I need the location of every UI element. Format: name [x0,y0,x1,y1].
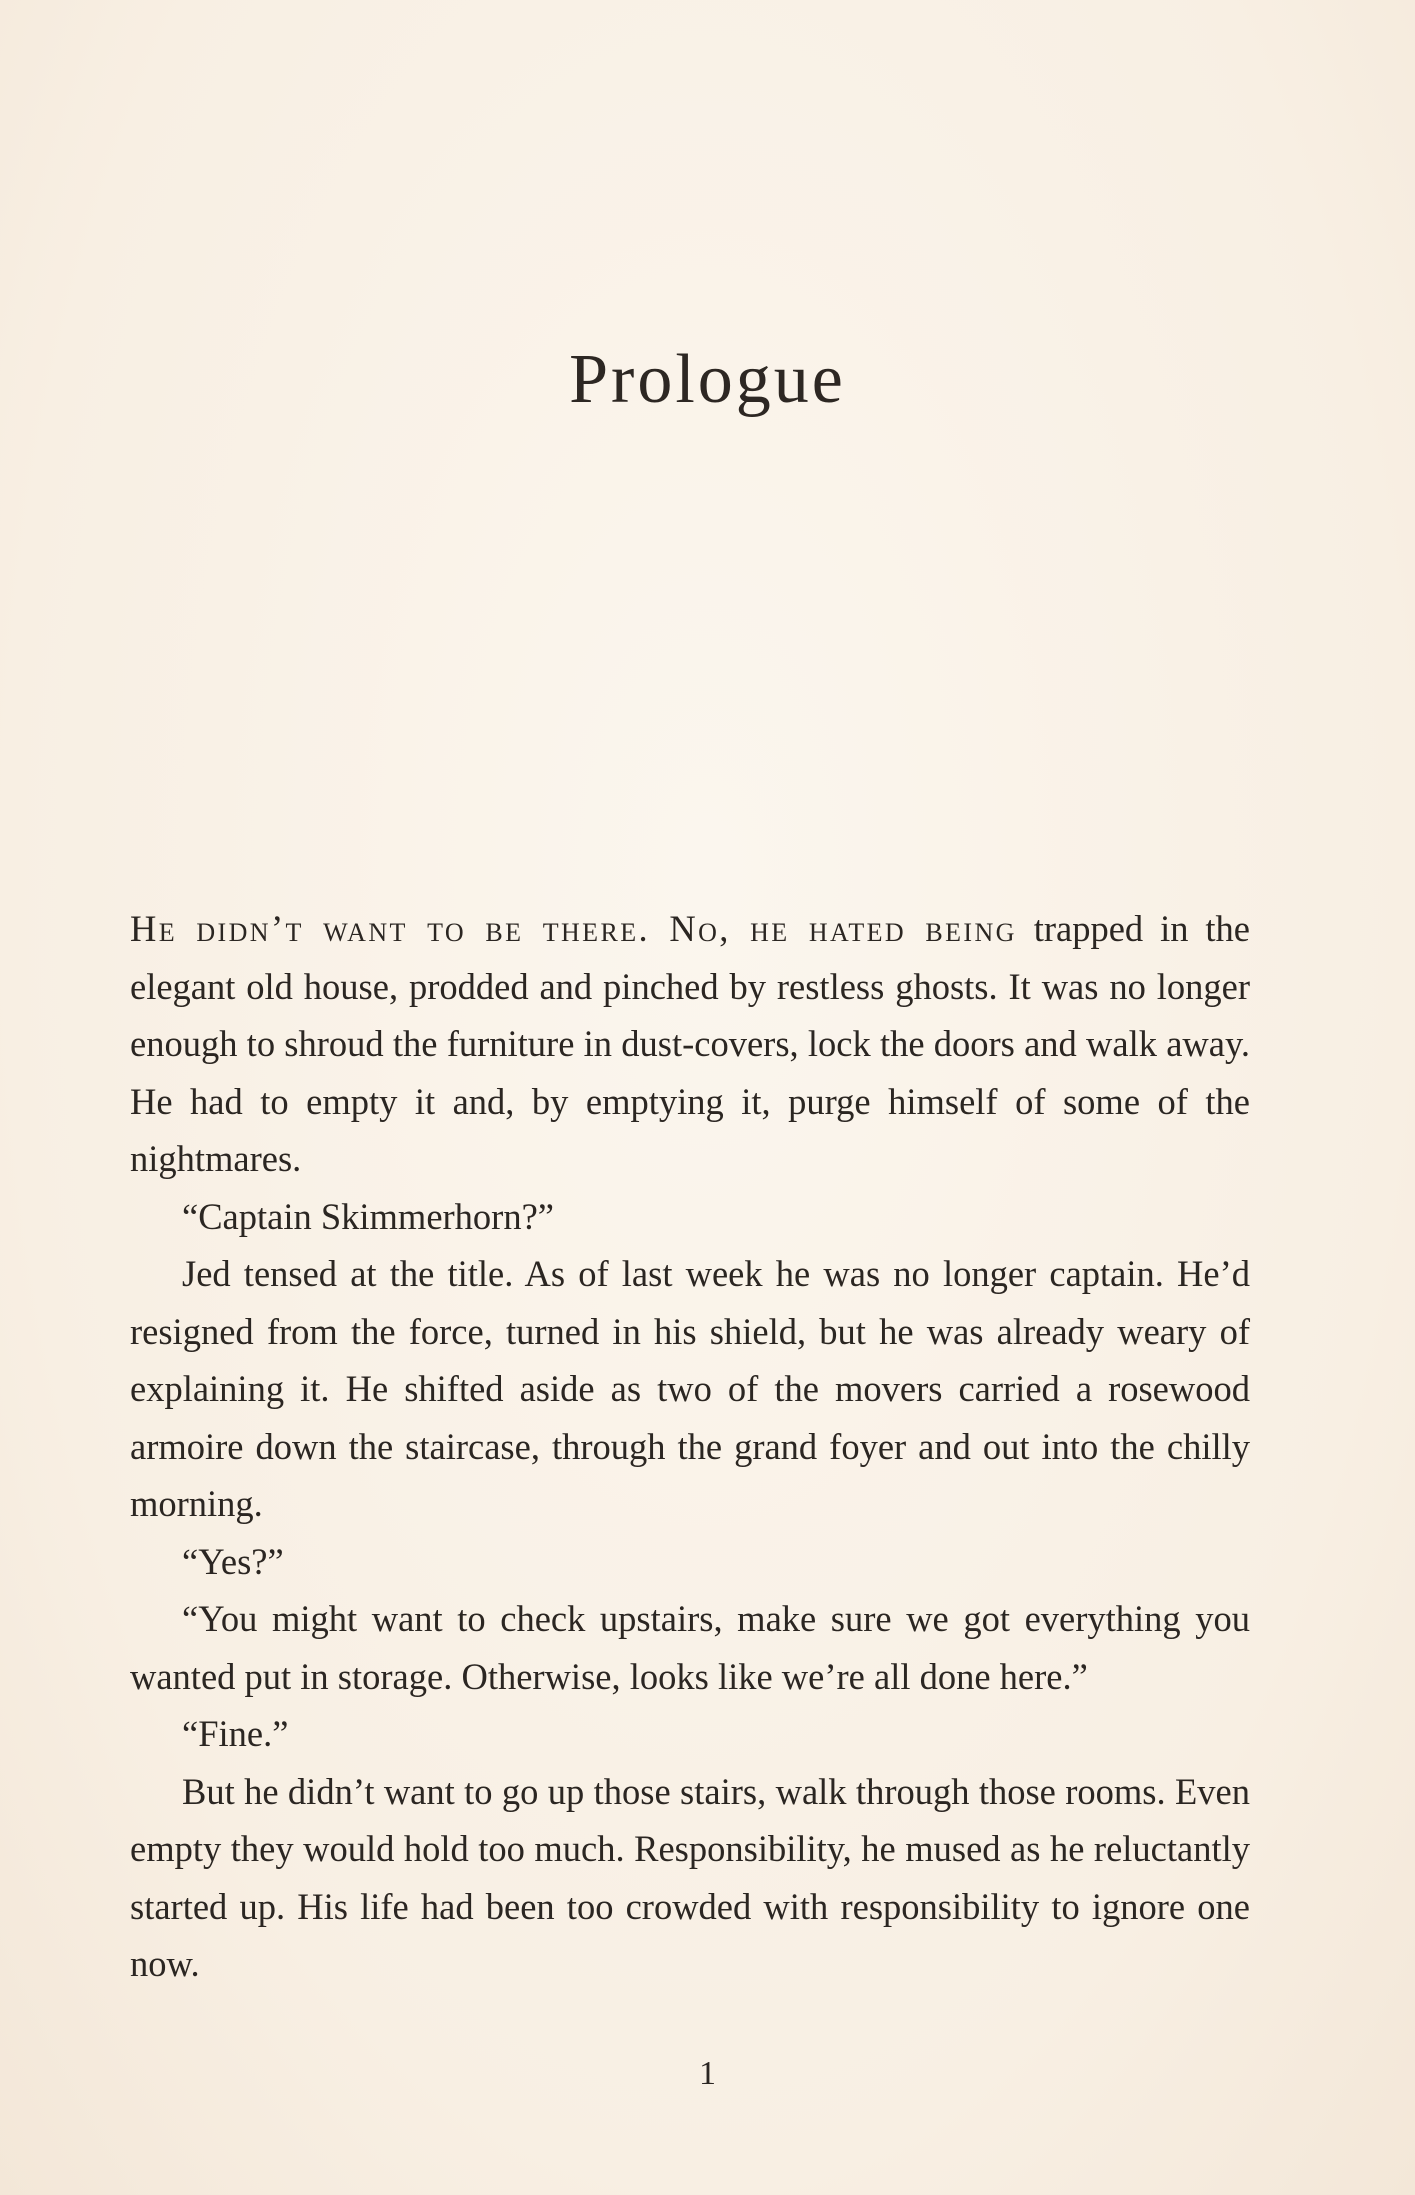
paragraph-stairs: But he didn’t want to go up those stairs, walk through those rooms. Even empty they would hold too much. Responsibility, he mused as he reluctantly started up. His life had been too crowded with responsibility to ignore one now. [130,1770,1250,1984]
opening-text: trapped in the elegant old house, prodded and pinched by restless ghosts. It was no longer enough to shroud the furniture in dust-covers, lock the doors and walk away. He had to empty it and, by emptying it, purge himself of some of the nightmares. [130,908,1250,1179]
paragraph-dialogue-check-upstairs: “You might want to check upstairs, make sure we got everything you wanted put in storage. Otherwise, looks like we’re all done here.” [130,1598,1250,1697]
paragraph-dialogue-fine: “Fine.” [182,1713,289,1754]
paragraph-jed-tensed: Jed tensed at the title. As of last week he was no longer captain. He’d resigned from the force, turned in his shield, but he was already weary of explaining it. He shifted aside as two of the movers carried a rosewood armoire down the staircase, through the grand foyer and out into the chilly morning. [130,1253,1250,1524]
paragraph-dialogue-captain: “Captain Skimmerhorn?” [182,1195,554,1237]
paragraph-dialogue-yes: “Yes?” [182,1540,284,1582]
page-number: 1 [699,2055,716,2092]
body-text [130,900,1250,1993]
paragraph-opening [130,900,1250,1188]
chapter-title: Prologue [569,341,846,418]
opening-lead-in: He didn’t want to be there. No, he hated being [130,908,1017,949]
